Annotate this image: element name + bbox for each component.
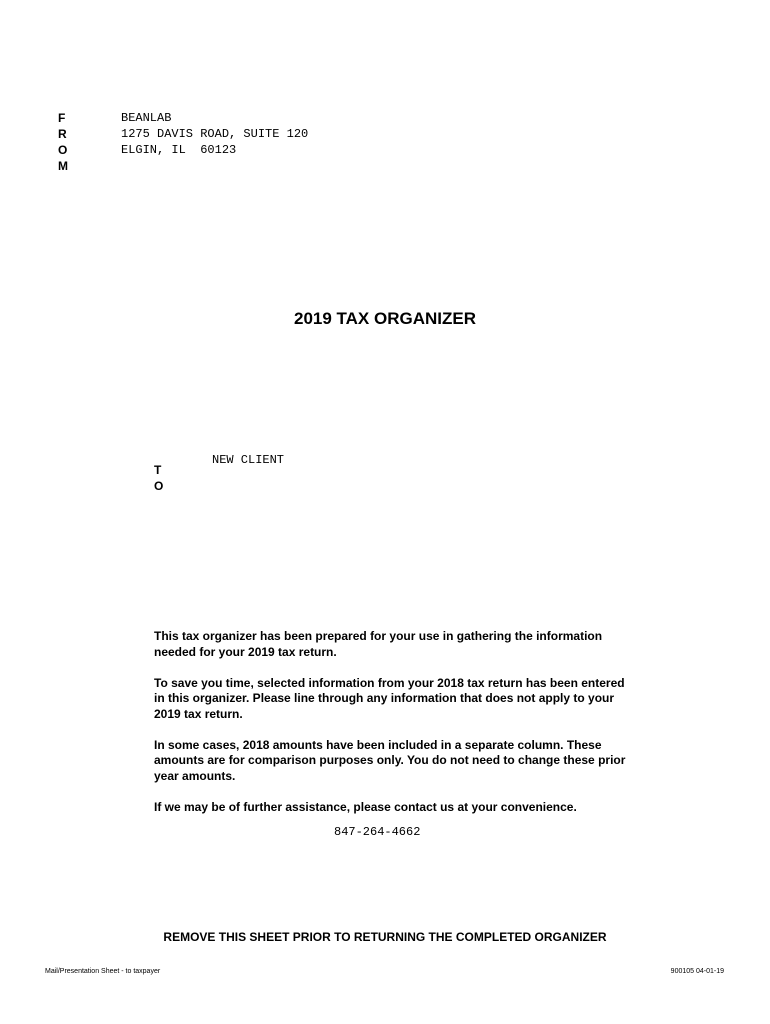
from-label — [58, 110, 68, 174]
remove-sheet-note: REMOVE THIS SHEET PRIOR TO RETURNING THE COMPLETED ORGANIZER — [163, 930, 607, 944]
from-letter: M — [58, 159, 68, 173]
from-letter: O — [58, 143, 68, 157]
to-label — [154, 462, 163, 494]
recipient-name: NEW CLIENT — [212, 453, 285, 467]
body-text — [154, 629, 634, 831]
from-letter: F — [58, 111, 66, 125]
from-letter: R — [58, 127, 67, 141]
from-address-line: BEANLAB — [121, 111, 172, 125]
body-paragraph: In some cases, 2018 amounts have been included in a separate column. These amounts are for comparison purposes only. You do not need to change these prior year amounts. — [154, 737, 626, 783]
body-paragraph: If we may be of further assistance, please contact us at your convenience. — [154, 799, 577, 814]
footer-form-name: Mail/Presentation Sheet - to taxpayer — [45, 968, 161, 975]
document-title: 2019 TAX ORGANIZER — [293, 309, 476, 328]
to-letter: T — [154, 463, 162, 477]
from-address-line: ELGIN, IL 60123 — [121, 143, 237, 157]
footer-form-code: 900105 04-01-19 — [670, 968, 724, 975]
phone-number: 847-264-4662 — [334, 825, 421, 839]
from-address-line: 1275 DAVIS ROAD, SUITE 120 — [121, 127, 309, 141]
from-address — [121, 110, 308, 158]
to-letter: O — [154, 479, 164, 493]
body-paragraph: This tax organizer has been prepared for your use in gathering the information needed for your 2019 tax return. — [154, 629, 603, 659]
body-paragraph: To save you time, selected information from your 2018 tax return has been entered in this organizer. Please line through any information that does not apply to your 2019 tax return. — [154, 675, 625, 721]
